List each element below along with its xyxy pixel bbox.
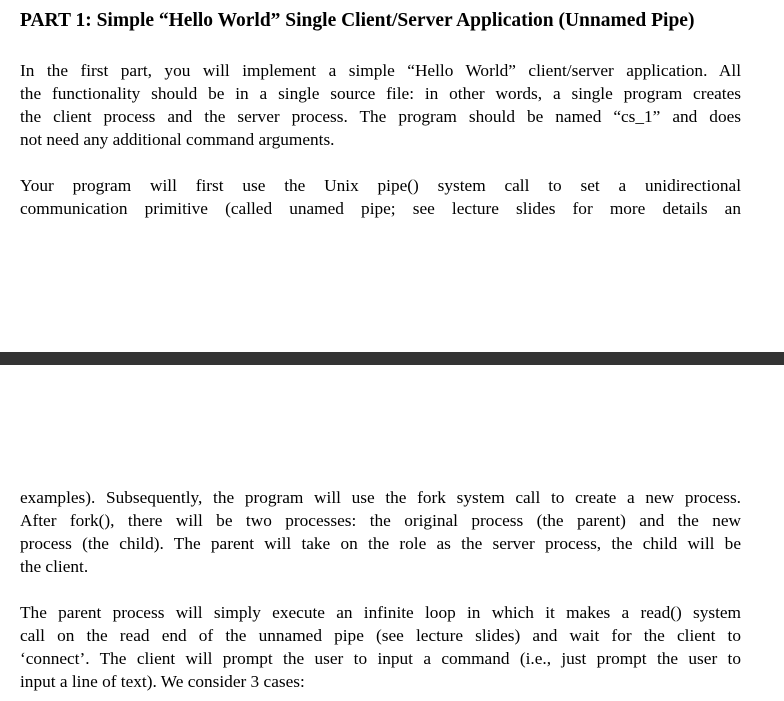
paragraph-parent-loop — [20, 601, 741, 693]
paragraph-line: the functionality should be in a single source file: in other words, a single program creates — [20, 84, 741, 103]
paragraph-line: process (the child). The parent will take on the role as the server process, the child will be — [20, 534, 741, 553]
paragraph-line: In the first part, you will implement a simple “Hello World” client/server application. All — [20, 61, 741, 80]
paragraph-line: After fork(), there will be two processes: the original process (the parent) and the new — [20, 511, 741, 530]
paragraph-pipe — [20, 174, 741, 220]
paragraph-fork — [20, 486, 741, 578]
paragraph-line: the client process and the server process. The program should be named “cs_1” and does — [20, 107, 741, 126]
section-title: PART 1: Simple “Hello World” Single Client/Server Application (Unnamed Pipe) — [20, 10, 695, 31]
paragraph-line: examples). Subsequently, the program will use the fork system call to create a new process. — [20, 488, 741, 507]
page-break-divider — [0, 352, 784, 365]
paragraph-intro — [20, 59, 741, 151]
paragraph-line: not need any additional command arguments. — [20, 130, 335, 149]
document-page-bottom — [0, 365, 784, 701]
paragraph-line: communication primitive (called unamed pipe; see lecture slides for more details an — [20, 199, 741, 218]
paragraph-line: call on the read end of the unnamed pipe (see lecture slides) and wait for the client to — [20, 626, 741, 645]
paragraph-line: the client. — [20, 557, 89, 576]
paragraph-line: ‘connect’. The client will prompt the user to input a command (i.e., just prompt the user to — [20, 649, 741, 668]
paragraph-line: Your program will first use the Unix pipe() system call to set a unidirectional — [20, 176, 741, 195]
paragraph-line: input a line of text). We consider 3 cases: — [20, 672, 305, 691]
paragraph-line: The parent process will simply execute an infinite loop in which it makes a read() system — [20, 603, 741, 622]
